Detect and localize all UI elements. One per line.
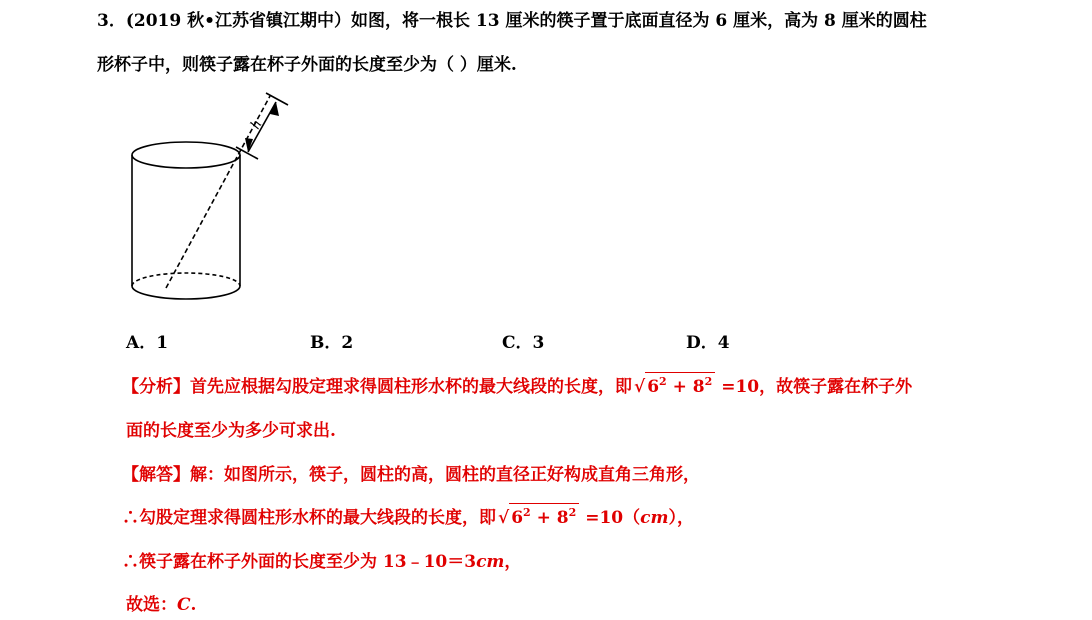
option-d: D．4 <box>686 333 730 353</box>
cylinder-top-ellipse <box>132 142 240 168</box>
solution-line-1: 【解答】解：如图所示，筷子，圆柱的高，圆柱的直径正好构成直角三角形， <box>122 465 700 485</box>
solution-line-2: ∴勾股定理求得圆柱形水杯的最大线段的长度，即 √ $6^2 + 8^2 =10(cm)$， <box>122 503 694 528</box>
option-a: A．1 <box>126 333 169 353</box>
solution-line-4: 故选：C. <box>126 595 197 615</box>
option-b: B．2 <box>310 333 354 353</box>
question-line-1: 3．(2019 秋•江苏省镇江期中）如图，将一根长 13 厘米的筷子置于底面直径为 6 厘米，高为 8 厘米的圆柱 <box>97 11 927 31</box>
cylinder-bottom-back <box>132 273 240 286</box>
h-tick-top <box>266 93 288 105</box>
option-c: C．3 <box>502 333 545 353</box>
cylinder-bottom-front <box>132 286 240 299</box>
analysis-line-2: 面的长度至少为多少可求出. <box>126 421 336 441</box>
analysis-line-1: 【分析】首先应根据勾股定理求得圆柱形水杯的最大线段的长度，即 √ $6^2 + 8^2 =10$，故筷子露在杯子外 <box>122 372 912 397</box>
question-line-2: 形杯子中，则筷子露在杯子外面的长度至少为（ ）厘米. <box>97 55 517 75</box>
cylinder-figure <box>120 88 300 313</box>
sqrt-expression-analysis: √ $6^2 + 8^2$ <box>632 372 715 397</box>
sqrt-expression-solution: √ $6^2 + 8^2$ <box>496 503 579 528</box>
solution-line-3: ∴筷子露在杯子外面的长度至少为 13﹣10＝3cm， <box>122 552 522 572</box>
h-label: h <box>247 117 266 132</box>
